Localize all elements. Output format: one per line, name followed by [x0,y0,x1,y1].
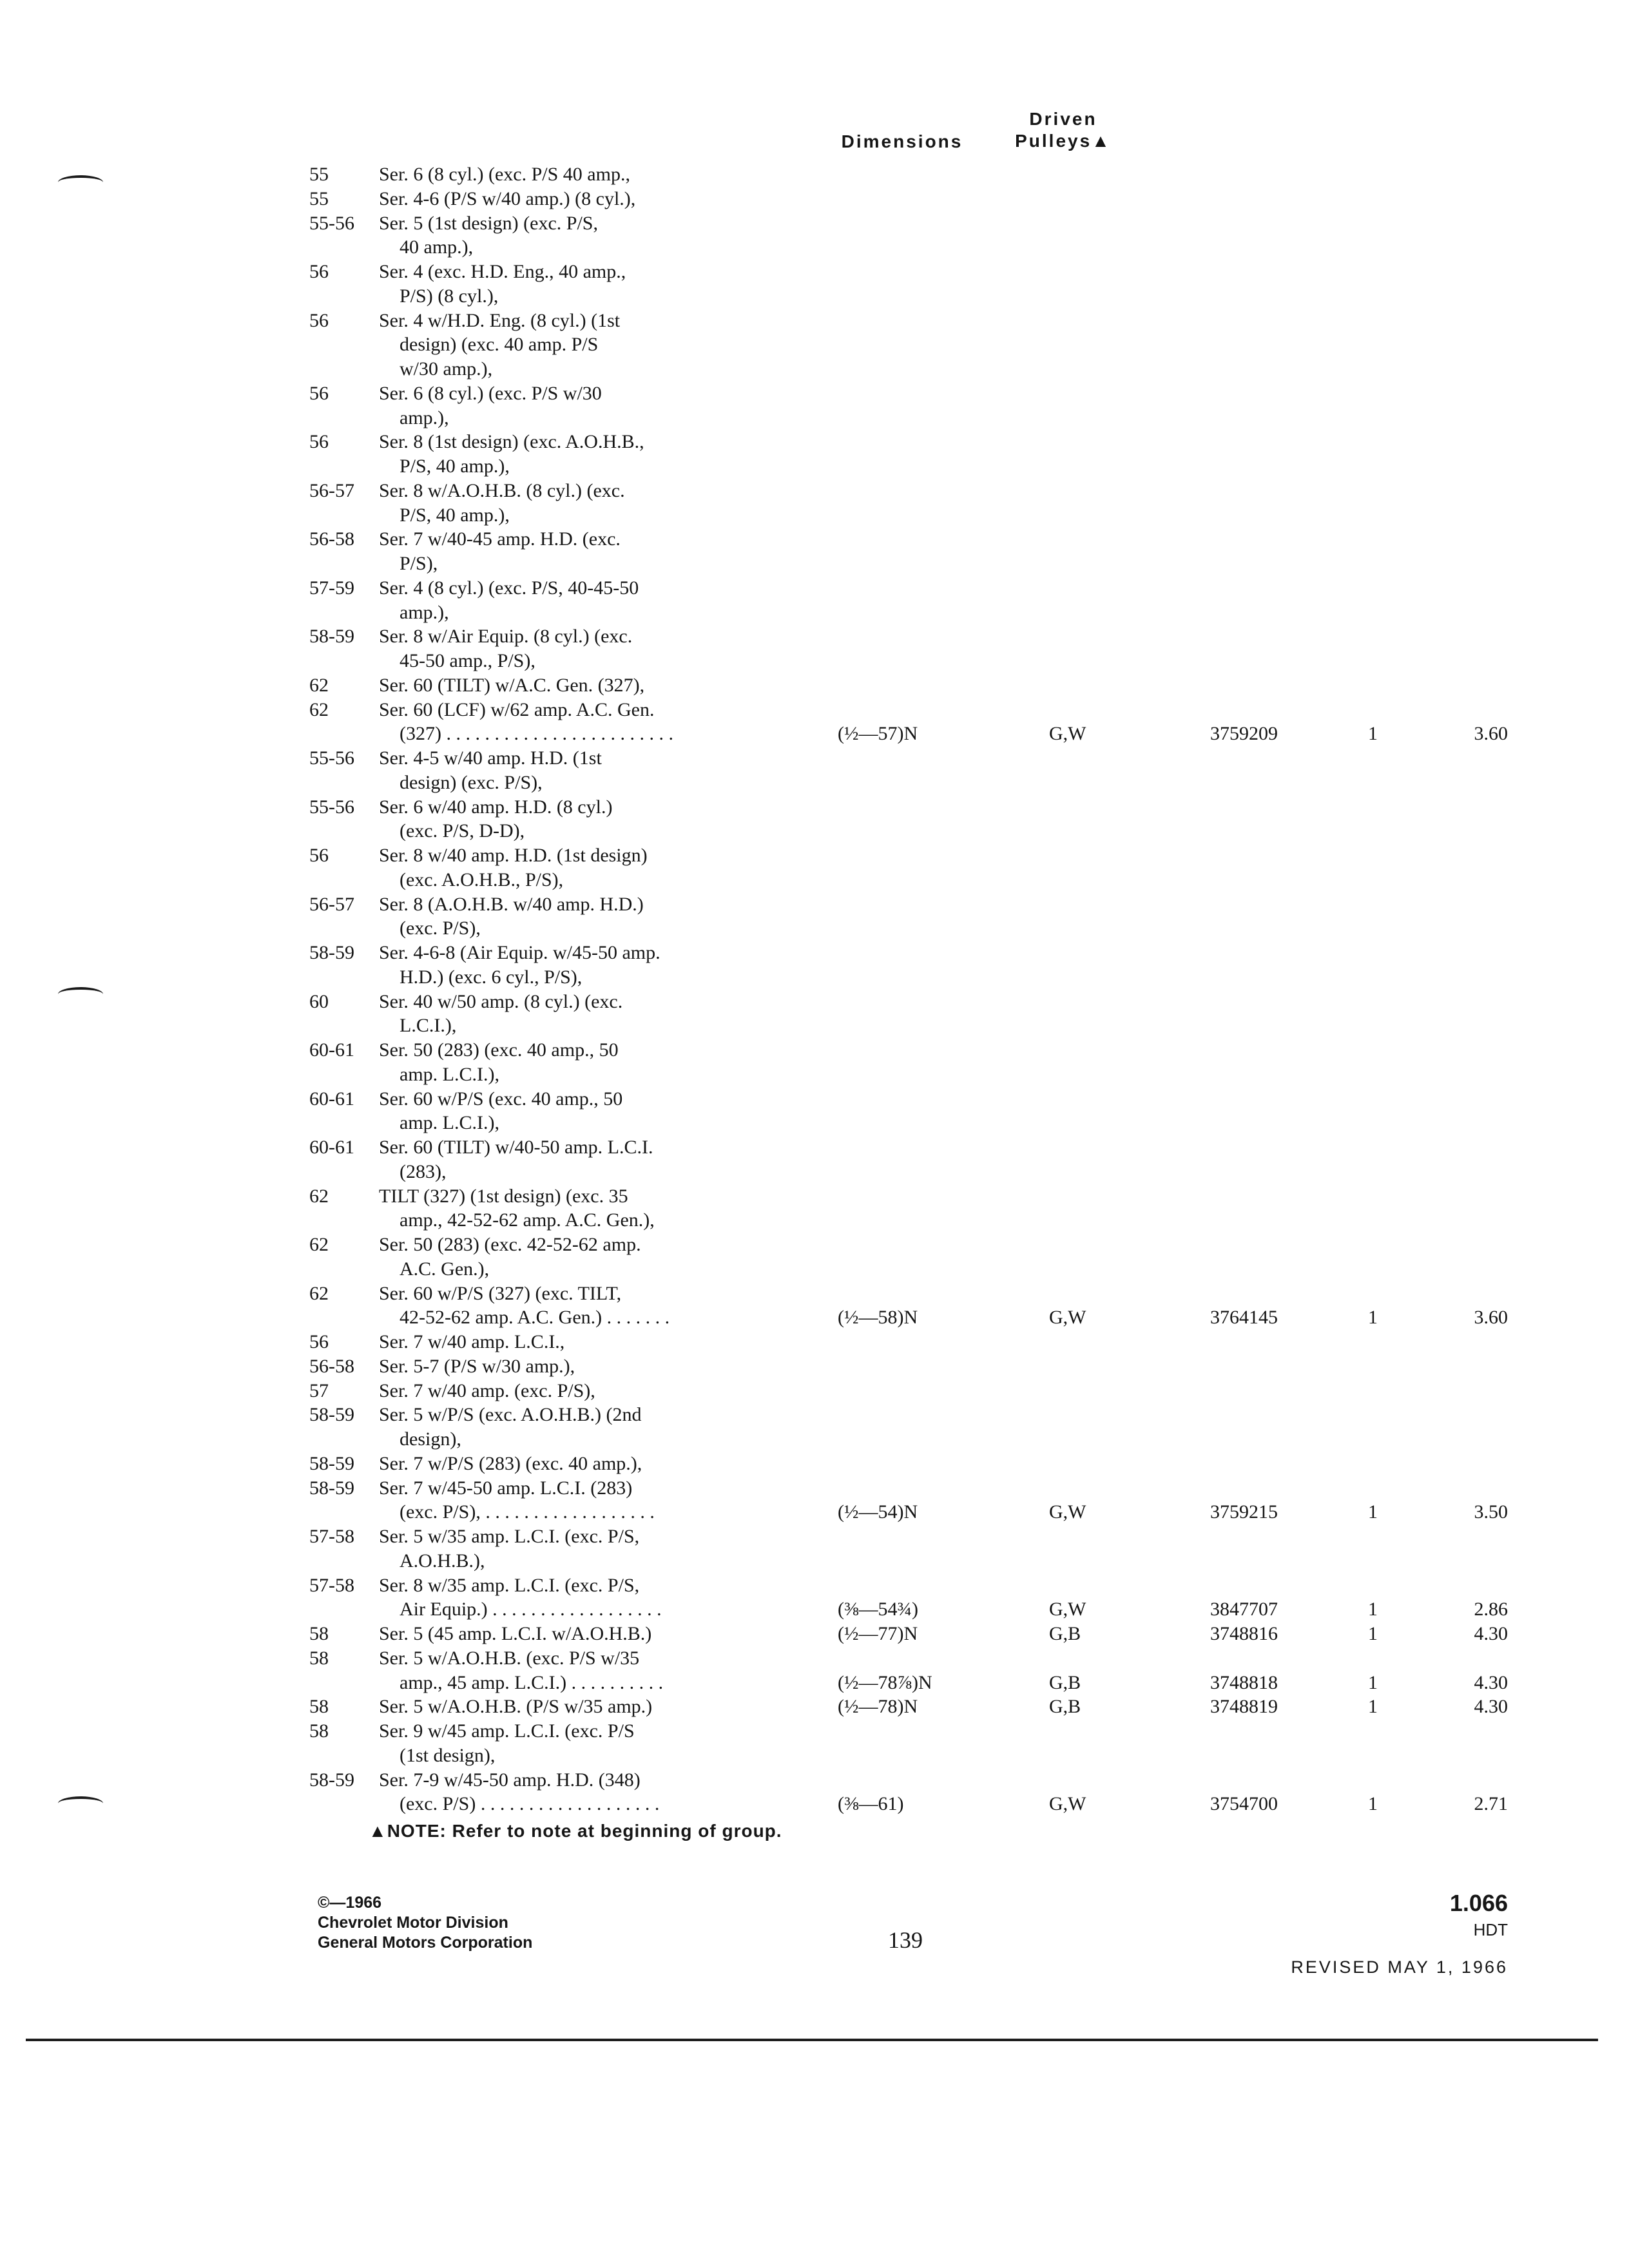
copyright-year: ©—1966 [318,1894,382,1912]
application-description: Ser. 5 w/A.O.H.B. (P/S w/35 amp.) [379,1696,653,1718]
price: 2.71 [1474,1793,1508,1815]
application-description: Ser. 5 (45 amp. L.C.I. w/A.O.H.B.) [379,1623,652,1644]
application-description: Ser. 5 w/35 amp. L.C.I. (exc. P/S, [379,1526,640,1547]
application-description: Ser. 7 w/40 amp. L.C.I., [379,1331,565,1352]
application-description: (exc. P/S, D-D), [400,820,525,842]
table-row [0,1233,1629,1257]
table-row [0,357,1629,381]
model-year: 58-59 [309,1452,354,1474]
model-year: 57-58 [309,1574,354,1596]
model-year: 57-58 [309,1526,354,1547]
driven-pulleys: G,W [1049,1599,1086,1620]
table-row [0,1744,1629,1768]
binder-hole-mark [58,1796,103,1811]
application-description: Ser. 9 w/45 amp. L.C.I. (exc. P/S [379,1720,635,1742]
group-note: ▲NOTE: Refer to note at beginning of group. [369,1821,782,1841]
application-description: Ser. 40 w/50 amp. (8 cyl.) (exc. [379,990,623,1012]
model-year: 58-59 [309,1404,354,1426]
application-description: Ser. 4 (8 cyl.) (exc. P/S, 40-45-50 [379,577,639,599]
model-year: 56-58 [309,528,354,550]
table-row [0,1038,1629,1062]
application-description: Ser. 4 (exc. H.D. Eng., 40 amp., [379,261,626,282]
belt-dimensions: (⅜—54¾) [838,1599,918,1620]
application-description: Ser. 7 w/P/S (283) (exc. 40 amp.), [379,1452,642,1474]
application-description: Ser. 7 w/40 amp. (exc. P/S), [379,1379,595,1401]
application-description: Air Equip.) . . . . . . . . . . . . . . . . . . [400,1599,662,1620]
table-row [0,722,1629,746]
table-row [0,1403,1629,1427]
model-year: 55 [309,164,329,185]
model-year: 56-58 [309,1355,354,1377]
table-row [0,1111,1629,1135]
table-row [0,235,1629,260]
belt-dimensions: (½—57)N [838,723,918,745]
application-description: amp. L.C.I.), [400,1112,499,1134]
application-description: Ser. 5 w/P/S (exc. A.O.H.B.) (2nd [379,1404,642,1426]
part-number: 3764145 [1210,1307,1278,1329]
part-number: 3759209 [1210,723,1278,745]
table-row [0,211,1629,236]
quantity: 1 [1368,1623,1378,1644]
model-year: 58-59 [309,1769,354,1791]
table-row [0,503,1629,528]
application-description: Ser. 8 (1st design) (exc. A.O.H.B., [379,431,644,453]
model-year: 56 [309,431,329,453]
table-row [0,1208,1629,1233]
table-row [0,601,1629,625]
part-number: 3759215 [1210,1501,1278,1523]
model-year: 56 [309,309,329,331]
application-description: Ser. 7 w/45-50 amp. L.C.I. (283) [379,1477,633,1499]
model-year: 58 [309,1696,329,1718]
copyright-block [318,1893,532,1953]
price: 3.60 [1474,1307,1508,1329]
model-year: 55-56 [309,212,354,234]
model-year: 55 [309,187,329,209]
table-row [0,892,1629,917]
price: 2.86 [1474,1599,1508,1620]
application-description: Ser. 8 w/40 amp. H.D. (1st design) [379,845,648,866]
driven-pulleys: G,W [1049,1501,1086,1523]
application-description: Ser. 60 (LCF) w/62 amp. A.C. Gen. [379,698,655,720]
binder-hole-mark [58,987,103,1001]
model-year: 60-61 [309,1088,354,1110]
model-year: 58-59 [309,942,354,963]
driven-pulleys: G,W [1049,1307,1086,1329]
table-row [0,527,1629,552]
application-description: 40 amp.), [400,236,474,258]
table-row [0,576,1629,601]
application-description: design) (exc. 40 amp. P/S [400,334,599,356]
table-row [0,1476,1629,1501]
model-year: 60-61 [309,1137,354,1158]
application-description: A.O.H.B.), [400,1550,485,1571]
section-code: HDT [1473,1920,1508,1939]
belt-dimensions: (⅜—61) [838,1793,904,1815]
model-year: 58 [309,1623,329,1644]
table-row [0,1646,1629,1671]
model-year: 56 [309,261,329,282]
table-row [0,1184,1629,1209]
application-description: amp., 45 amp. L.C.I.) . . . . . . . . . . [400,1671,664,1693]
application-description: L.C.I.), [400,1015,457,1037]
driven-pulleys: G,B [1049,1623,1081,1644]
table-row [0,1282,1629,1306]
division-name: Chevrolet Motor Division [318,1914,508,1932]
model-year: 57 [309,1379,329,1401]
quantity: 1 [1368,1671,1378,1693]
table-row [0,260,1629,284]
table-row [0,1087,1629,1111]
application-description: (283), [400,1160,447,1182]
table-row [0,990,1629,1014]
application-description: Ser. 8 (A.O.H.B. w/40 amp. H.D.) [379,893,644,915]
table-row [0,1452,1629,1476]
application-description: amp.), [400,407,449,428]
model-year: 56-57 [309,479,354,501]
table-row [0,1379,1629,1403]
model-year: 62 [309,1185,329,1207]
table-row [0,624,1629,649]
application-description: Ser. 60 (TILT) w/A.C. Gen. (327), [379,674,645,696]
table-row [0,1427,1629,1452]
part-number: 3847707 [1210,1599,1278,1620]
page-number: 139 [888,1927,923,1953]
table-row [0,795,1629,820]
model-year: 62 [309,674,329,696]
application-description: Ser. 50 (283) (exc. 42-52-62 amp. [379,1234,641,1255]
driven-pulleys: G,W [1049,1793,1086,1815]
application-description: Ser. 60 (TILT) w/40-50 amp. L.C.I. [379,1137,653,1158]
application-description: P/S), [400,553,438,574]
table-row [0,1135,1629,1160]
application-description: Ser. 5 (1st design) (exc. P/S, [379,212,598,234]
table-row [0,284,1629,309]
application-description: Ser. 5-7 (P/S w/30 amp.), [379,1355,575,1377]
application-description: (1st design), [400,1744,496,1766]
table-row [0,552,1629,576]
application-description: Ser. 7-9 w/45-50 amp. H.D. (348) [379,1769,641,1791]
application-description: w/30 amp.), [400,358,493,380]
table-row [0,819,1629,843]
table-row [0,1695,1629,1719]
table-row [0,162,1629,187]
table-row [0,941,1629,965]
model-year: 55-56 [309,747,354,769]
application-description: P/S, 40 amp.), [400,456,510,477]
model-year: 56 [309,1331,329,1352]
driven-pulleys: G,B [1049,1696,1081,1718]
application-description: A.C. Gen.), [400,1258,490,1280]
table-row [0,1597,1629,1622]
table-row [0,965,1629,990]
section-number: 1.066 [1449,1890,1508,1916]
application-description: Ser. 6 (8 cyl.) (exc. P/S w/30 [379,382,602,404]
table-row [0,1622,1629,1646]
table-row [0,1330,1629,1354]
table-row [0,1062,1629,1087]
binder-hole-mark [58,175,103,189]
model-year: 58 [309,1720,329,1742]
table-row [0,1768,1629,1792]
part-number: 3748818 [1210,1671,1278,1693]
model-year: 58 [309,1647,329,1669]
model-year: 60-61 [309,1039,354,1061]
table-row [0,332,1629,357]
model-year: 60 [309,990,329,1012]
application-description: Ser. 5 w/A.O.H.B. (exc. P/S w/35 [379,1647,640,1669]
quantity: 1 [1368,723,1378,745]
application-description: H.D.) (exc. 6 cyl., P/S), [400,966,583,988]
table-row [0,1792,1629,1816]
quantity: 1 [1368,1793,1378,1815]
application-description: amp.), [400,601,449,623]
belt-dimensions: (½—78)N [838,1696,918,1718]
application-description: (exc. P/S), . . . . . . . . . . . . . . . . . . [400,1501,655,1523]
table-row [0,1014,1629,1038]
application-description: Ser. 7 w/40-45 amp. H.D. (exc. [379,528,621,550]
table-row [0,1549,1629,1573]
belt-dimensions: (½—78⅞)N [838,1671,932,1693]
application-description: Ser. 50 (283) (exc. 40 amp., 50 [379,1039,619,1061]
table-row [0,1524,1629,1549]
table-row [0,309,1629,333]
price: 4.30 [1474,1696,1508,1718]
table-row [0,430,1629,454]
table-row [0,1500,1629,1524]
table-row [0,479,1629,503]
model-year: 62 [309,1282,329,1304]
table-row [0,406,1629,430]
table-row [0,1671,1629,1695]
application-description: Ser. 4-6 (P/S w/40 amp.) (8 cyl.), [379,187,636,209]
model-year: 56 [309,845,329,866]
table-row [0,649,1629,673]
table-row [0,916,1629,941]
table-row [0,868,1629,892]
model-year: 62 [309,1234,329,1255]
price: 3.60 [1474,723,1508,745]
application-description: Ser. 6 w/40 amp. H.D. (8 cyl.) [379,796,613,818]
belt-dimensions: (½—58)N [838,1307,918,1329]
table-row [0,1160,1629,1184]
quantity: 1 [1368,1696,1378,1718]
application-description: Ser. 6 (8 cyl.) (exc. P/S 40 amp., [379,164,630,185]
application-description: (exc. P/S), [400,918,481,939]
application-description: Ser. 60 w/P/S (327) (exc. TILT, [379,1282,622,1304]
driven-pulleys-header-line-2: Pulleys▲ [1015,131,1112,151]
price: 4.30 [1474,1671,1508,1693]
part-number: 3754700 [1210,1793,1278,1815]
application-description: TILT (327) (1st design) (exc. 35 [379,1185,628,1207]
application-description: Ser. 4 w/H.D. Eng. (8 cyl.) (1st [379,309,621,331]
table-row [0,1719,1629,1744]
belt-dimensions: (½—77)N [838,1623,918,1644]
quantity: 1 [1368,1307,1378,1329]
table-row [0,843,1629,868]
model-year: 62 [309,698,329,720]
application-description: Ser. 8 w/A.O.H.B. (8 cyl.) (exc. [379,479,625,501]
application-description: amp. L.C.I.), [400,1063,499,1085]
corporation-name: General Motors Corporation [318,1934,533,1952]
table-row [0,187,1629,211]
model-year: 55-56 [309,796,354,818]
application-description: Ser. 8 w/Air Equip. (8 cyl.) (exc. [379,626,633,648]
table-row [0,771,1629,795]
application-description: P/S, 40 amp.), [400,504,510,526]
revision-date: REVISED MAY 1, 1966 [1291,1957,1508,1977]
table-row [0,381,1629,406]
application-description: design), [400,1428,461,1450]
driven-pulleys: G,B [1049,1671,1081,1693]
bottom-rule [26,2039,1598,2041]
application-description: (327) . . . . . . . . . . . . . . . . . . . . . . . . [400,723,673,745]
driven-pulleys-header-line-1: Driven [1029,109,1097,129]
table-row [0,1354,1629,1379]
table-row [0,1573,1629,1598]
model-year: 57-59 [309,577,354,599]
model-year: 56-57 [309,893,354,915]
price: 4.30 [1474,1623,1508,1644]
application-description: Ser. 4-5 w/40 amp. H.D. (1st [379,747,602,769]
application-description: (exc. P/S) . . . . . . . . . . . . . . . . . . . [400,1793,660,1815]
application-description: Ser. 8 w/35 amp. L.C.I. (exc. P/S, [379,1574,640,1596]
dimensions-column-header: Dimensions [841,131,963,151]
table-row [0,1305,1629,1330]
table-row [0,1257,1629,1282]
application-description: Ser. 60 w/P/S (exc. 40 amp., 50 [379,1088,623,1110]
application-description: (exc. A.O.H.B., P/S), [400,869,564,890]
application-description: Ser. 4-6-8 (Air Equip. w/45-50 amp. [379,942,660,963]
quantity: 1 [1368,1599,1378,1620]
part-number: 3748816 [1210,1623,1278,1644]
application-description: P/S) (8 cyl.), [400,285,499,307]
model-year: 58-59 [309,1477,354,1499]
model-year: 56 [309,382,329,404]
model-year: 58-59 [309,626,354,648]
driven-pulleys: G,W [1049,723,1086,745]
application-description: 45-50 amp., P/S), [400,650,535,671]
table-row [0,698,1629,722]
table-row [0,746,1629,771]
belt-dimensions: (½—54)N [838,1501,918,1523]
application-description: design) (exc. P/S), [400,771,543,793]
quantity: 1 [1368,1501,1378,1523]
application-description: 42-52-62 amp. A.C. Gen.) . . . . . . . [400,1307,670,1329]
table-row [0,454,1629,479]
table-row [0,673,1629,698]
price: 3.50 [1474,1501,1508,1523]
application-description: amp., 42-52-62 amp. A.C. Gen.), [400,1209,655,1231]
part-number: 3748819 [1210,1696,1278,1718]
